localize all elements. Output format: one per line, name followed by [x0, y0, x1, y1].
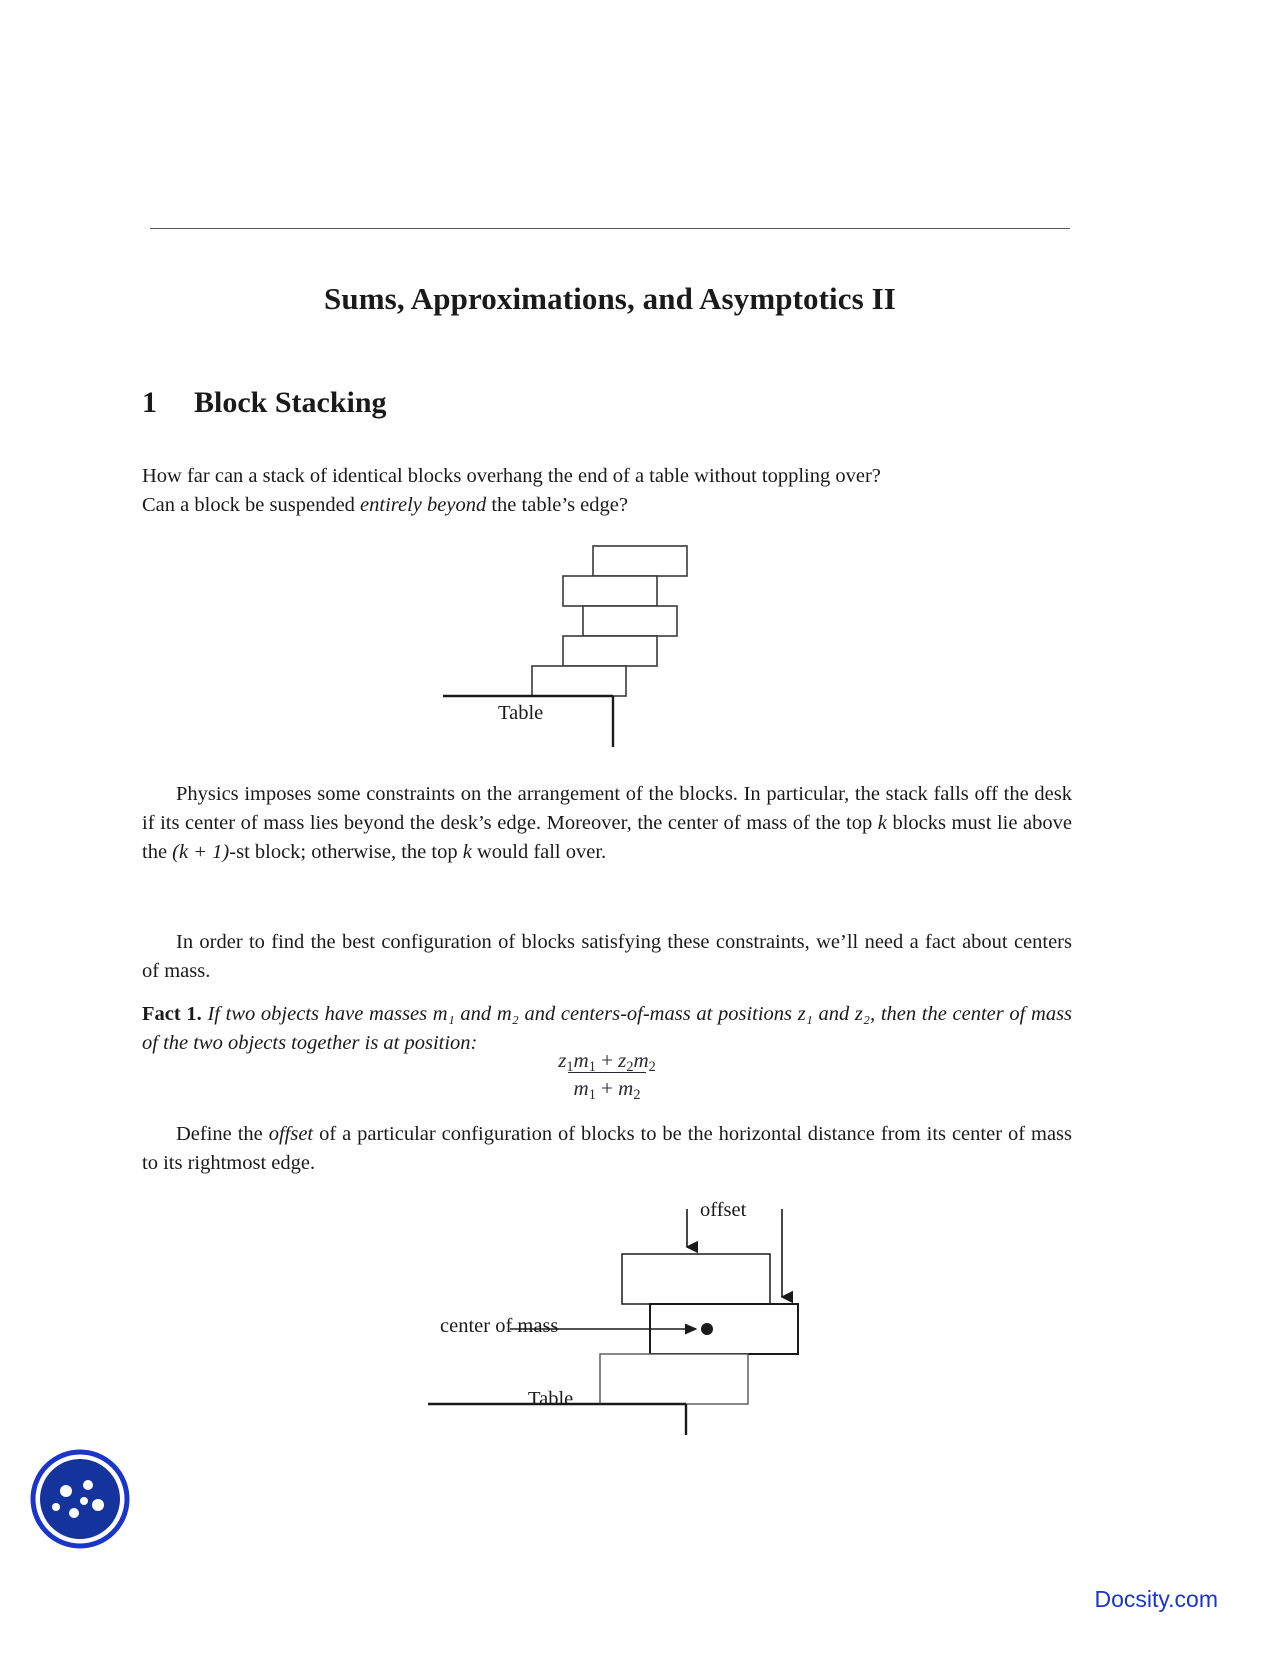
- intro-line-2-b: the table’s edge?: [486, 494, 628, 516]
- fact-text-d: and: [812, 1003, 855, 1025]
- paragraph-intro: [142, 462, 1072, 520]
- fact-body: [142, 1003, 1072, 1054]
- offset-block-bottom: [600, 1354, 748, 1404]
- figure2-table-label: Table: [528, 1388, 574, 1410]
- center-of-mass-label: center of mass: [440, 1315, 559, 1337]
- section-title: Block Stacking: [194, 386, 387, 419]
- stack-block-2: [563, 576, 657, 606]
- paragraph-in-order: In order to find the best configuration of blocks satisfying these constraints, we’ll need a fact about centers of mass.: [142, 931, 1072, 982]
- header-rule: [150, 228, 1070, 229]
- fact-label: Fact 1.: [142, 1003, 202, 1025]
- formula-center-of-mass: [142, 1048, 1072, 1104]
- fact-z1: z₁: [797, 1003, 813, 1025]
- physics-expr-k-plus-1: (k + 1): [172, 841, 230, 863]
- section-number: 1: [142, 386, 157, 419]
- define-text-b: of a particular configuration of blocks to be the horizontal distance from its center of mass to its rightmost edge.: [142, 1123, 1072, 1174]
- docsity-logo: [28, 1447, 132, 1551]
- physics-var-k-2: k: [462, 841, 472, 863]
- stack-block-1: [593, 546, 687, 576]
- paragraph-define-offset: [142, 1120, 1072, 1178]
- figure-block-stack-svg: [430, 535, 750, 760]
- section-heading: [142, 386, 387, 420]
- fact-m1: m₁: [432, 1003, 455, 1025]
- fraction-denominator: $m_1 + m_2$: [568, 1072, 647, 1100]
- intro-line-1: How far can a stack of identical blocks overhang the end of a table without toppling over?: [142, 465, 881, 487]
- offset-block-top: [622, 1254, 770, 1304]
- page-title: Sums, Approximations, and Asymptotics II: [324, 281, 896, 316]
- fact-m2: m₂: [496, 1003, 519, 1025]
- fact-text-a: If two objects have masses: [207, 1003, 433, 1025]
- define-text-a: Define the: [176, 1123, 269, 1145]
- physics-text-b: blocks must lie above the: [142, 812, 1072, 863]
- intro-emphasis: entirely beyond: [360, 494, 487, 516]
- physics-text-a: Physics imposes some constraints on the arrangement of the blocks. In particular, the stack falls off the desk if its center of mass lies beyond the desk’s edge. Moreover, the center of mass of the top: [142, 783, 1072, 834]
- figure1-table-label: Table: [498, 702, 544, 724]
- physics-text-d: would fall over.: [471, 841, 607, 863]
- fact-z2: z₂: [854, 1003, 871, 1025]
- docsity-cookie-logo-icon: [28, 1447, 132, 1551]
- fact-text-c: and centers-of-mass at positions: [518, 1003, 798, 1025]
- physics-var-k-1: k: [877, 812, 887, 834]
- stack-block-4: [563, 636, 657, 666]
- define-emphasis-offset: offset: [268, 1123, 314, 1145]
- intro-line-2-a: Can a block be suspended: [142, 494, 361, 516]
- physics-text-c: -st block; otherwise, the top: [229, 841, 463, 863]
- stack-block-3: [583, 606, 677, 636]
- fraction: [552, 1048, 662, 1104]
- figure-block-stack: [430, 535, 750, 760]
- fact-text-b: and: [454, 1003, 497, 1025]
- stack-block-5: [532, 666, 626, 696]
- paragraph-physics: [142, 780, 1072, 867]
- docsity-brand-text[interactable]: Docsity.com: [1094, 1586, 1218, 1612]
- center-of-mass-dot: [701, 1323, 713, 1335]
- offset-label: offset: [700, 1199, 747, 1221]
- fact-text-e: , then the center of mass of the two objects together is at position:: [142, 1003, 1073, 1054]
- fraction-numerator: $z_1m_1 + z_2m_2$: [558, 1048, 656, 1075]
- figure-offset-diagram: [410, 1185, 830, 1430]
- figure-offset-svg: [410, 1185, 830, 1435]
